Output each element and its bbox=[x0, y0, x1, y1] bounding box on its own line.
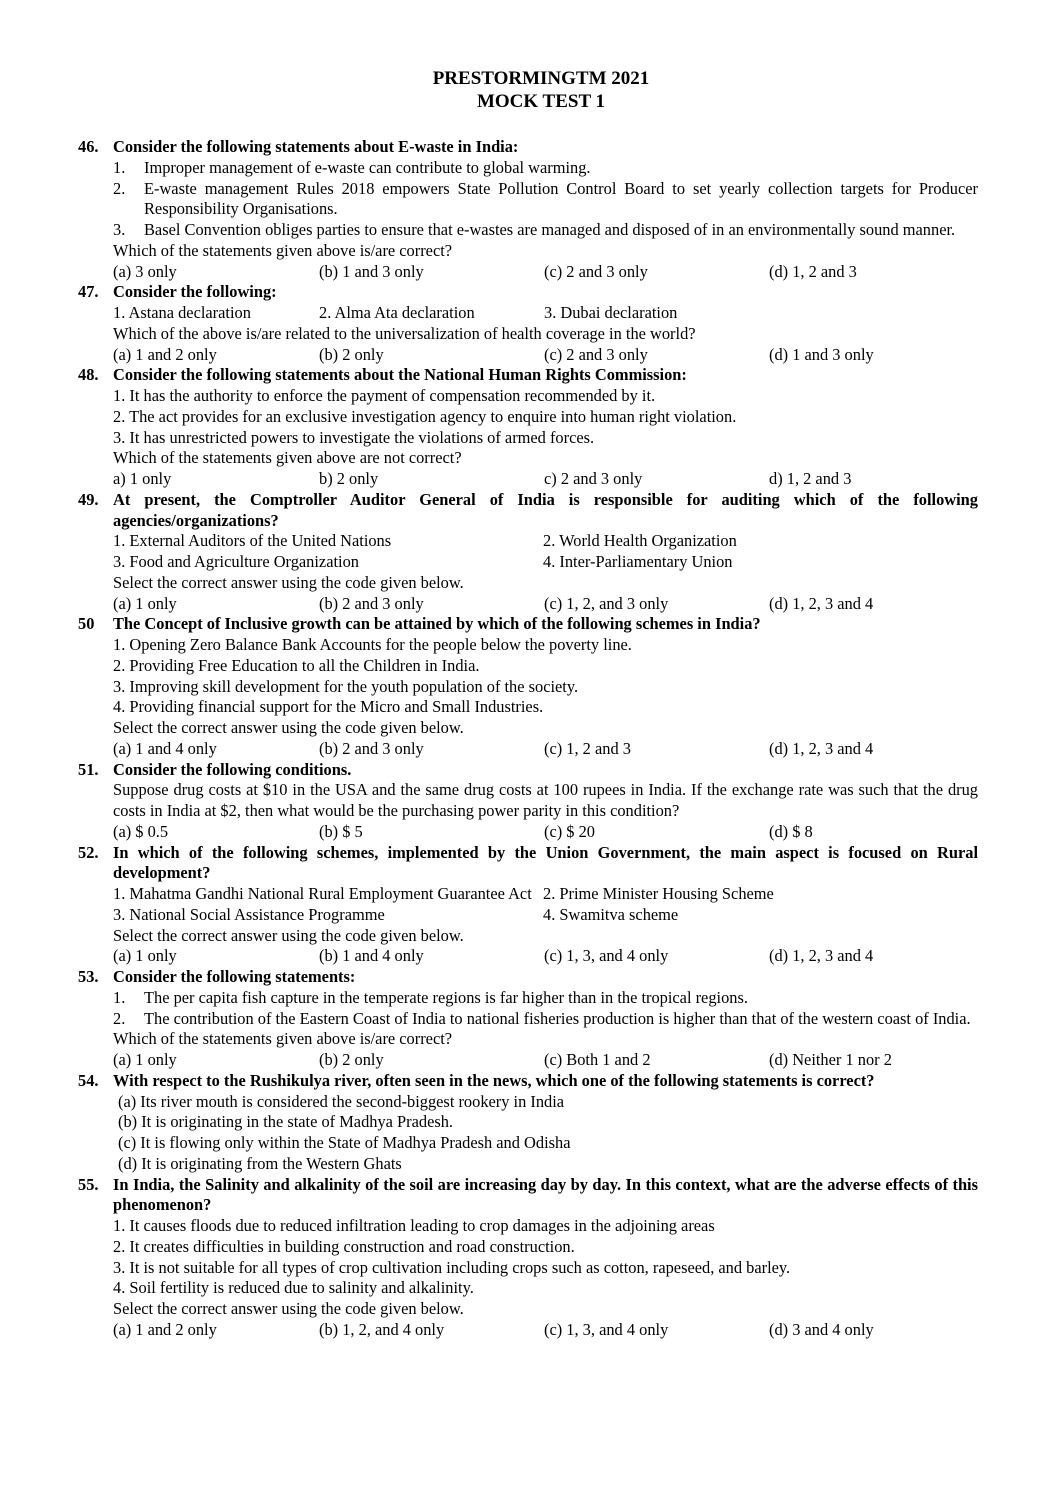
question-stem: Consider the following statements: bbox=[113, 967, 356, 986]
item-text: 4. Swamitva scheme bbox=[543, 904, 679, 924]
question-number: 53. bbox=[78, 967, 99, 986]
item-row bbox=[113, 905, 978, 926]
answer-option: (c) 1, 2, and 3 only bbox=[544, 593, 669, 613]
statement-line: 3. It is not suitable for all types of crop cultivation including crops such as cotton, rapeseed, and barley. bbox=[113, 1257, 791, 1277]
question-paragraph: Suppose drug costs at $10 in the USA and the same drug costs at 100 rupees in India. If the exchange rate was such that the drug costs in India at $2, then what would be the purchasing power parity in this condition? bbox=[113, 780, 978, 820]
answer-option: (c) $ 20 bbox=[544, 821, 595, 841]
title-block bbox=[0, 67, 1058, 113]
question-stem: Consider the following: bbox=[113, 282, 277, 302]
statement bbox=[113, 179, 978, 221]
question-prompt: Select the correct answer using the code given below. bbox=[113, 718, 464, 737]
statement-number: 2. bbox=[113, 178, 126, 198]
question-body bbox=[78, 158, 978, 283]
answer-option: (b) 1, 2, and 4 only bbox=[319, 1319, 445, 1339]
item-row bbox=[113, 303, 978, 324]
statement-text: E-waste management Rules 2018 empowers State Pollution Control Board to set yearly collection targets for Producer Responsibility Organisations. bbox=[144, 178, 978, 219]
question-body bbox=[78, 780, 978, 842]
question-body bbox=[78, 303, 978, 365]
answer-choice: (a) Its river mouth is considered the second-biggest rookery in India bbox=[118, 1091, 565, 1111]
question-header bbox=[78, 1175, 978, 1217]
question-item bbox=[78, 614, 978, 759]
item-text: 1. Mahatma Gandhi National Rural Employment Guarantee Act bbox=[113, 884, 532, 903]
question-number: 50 bbox=[78, 614, 95, 634]
answer-option: (c) Both 1 and 2 bbox=[544, 1050, 651, 1069]
answer-option: (d) 1, 2, 3 and 4 bbox=[769, 593, 874, 613]
statement-line: 1. It has the authority to enforce the payment of compensation recommended by it. bbox=[113, 386, 656, 405]
answer-options bbox=[113, 262, 978, 283]
answer-option: (b) 2 only bbox=[319, 1050, 384, 1069]
question-header bbox=[78, 137, 978, 158]
question-header bbox=[78, 967, 978, 988]
answer-options bbox=[113, 739, 978, 760]
question-prompt: Select the correct answer using the code given below. bbox=[113, 925, 464, 945]
answer-options bbox=[113, 946, 978, 967]
answer-options bbox=[113, 1050, 978, 1071]
question-item bbox=[78, 137, 978, 282]
item-row bbox=[113, 884, 978, 905]
question-stem: At present, the Comptroller Auditor General of India is responsible for auditing which of the following agencies/organizations? bbox=[113, 489, 978, 530]
question-list bbox=[78, 137, 978, 1341]
question-prompt: Which of the above is/are related to the universalization of health coverage in the world? bbox=[113, 323, 696, 343]
question-item bbox=[78, 1175, 978, 1341]
question-number: 51. bbox=[78, 759, 99, 779]
question-item bbox=[78, 490, 978, 615]
item-text: 2. Alma Ata declaration bbox=[319, 303, 475, 322]
answer-option: (a) 1 only bbox=[113, 593, 177, 613]
question-header bbox=[78, 760, 978, 781]
answer-option: (b) 1 and 3 only bbox=[319, 261, 424, 281]
question-body bbox=[78, 386, 978, 490]
item-text: 3. National Social Assistance Programme bbox=[113, 904, 385, 924]
answer-option: b) 2 only bbox=[319, 469, 379, 488]
question-header bbox=[78, 614, 978, 635]
statement-line: 4. Providing financial support for the Micro and Small Industries. bbox=[113, 697, 544, 717]
answer-options bbox=[113, 594, 978, 615]
question-header bbox=[78, 365, 978, 386]
question-body bbox=[78, 1216, 978, 1341]
item-text: 3. Dubai declaration bbox=[544, 303, 678, 322]
question-prompt: Which of the statements given above is/are correct? bbox=[113, 240, 453, 260]
item-text: 2. World Health Organization bbox=[543, 531, 737, 551]
question-number: 49. bbox=[78, 489, 99, 509]
question-stem: The Concept of Inclusive growth can be attained by which of the following schemes in India? bbox=[113, 614, 761, 634]
statement bbox=[113, 220, 978, 241]
question-header bbox=[78, 843, 978, 885]
answer-option: (d) 3 and 4 only bbox=[769, 1319, 874, 1339]
document-title: PRESTORMINGTM 2021 bbox=[432, 68, 650, 89]
item-text: 2. Prime Minister Housing Scheme bbox=[543, 884, 774, 903]
answer-option: (d) 1, 2, 3 and 4 bbox=[769, 738, 874, 758]
question-body bbox=[78, 988, 978, 1071]
answer-option: (b) $ 5 bbox=[319, 821, 363, 841]
answer-option: (d) $ 8 bbox=[769, 821, 813, 841]
answer-options bbox=[113, 822, 978, 843]
statement-number: 3. bbox=[113, 220, 126, 239]
answer-option: (a) 1 and 2 only bbox=[113, 344, 217, 364]
answer-choice: (c) It is flowing only within the State of Madhya Pradesh and Odisha bbox=[118, 1133, 571, 1152]
answer-options bbox=[113, 345, 978, 366]
answer-option: (a) 1 and 4 only bbox=[113, 738, 217, 758]
statement-text: Basel Convention obliges parties to ensure that e-wastes are managed and disposed of in an environmentally sound manner. bbox=[144, 220, 956, 239]
statement-line: 4. Soil fertility is reduced due to salinity and alkalinity. bbox=[113, 1278, 474, 1298]
answer-option: (c) 1, 3, and 4 only bbox=[544, 946, 669, 966]
answer-option: (a) 1 only bbox=[113, 946, 177, 966]
answer-options bbox=[113, 469, 978, 490]
item-text: 4. Inter-Parliamentary Union bbox=[543, 552, 733, 571]
question-prompt: Which of the statements given above is/are correct? bbox=[113, 1029, 453, 1049]
question-item bbox=[78, 282, 978, 365]
answer-option: (c) 1, 2 and 3 bbox=[544, 738, 631, 758]
question-body bbox=[78, 635, 978, 760]
document-subtitle: MOCK TEST 1 bbox=[476, 91, 606, 112]
statement-line: 1. It causes floods due to reduced infiltration leading to crop damages in the adjoining areas bbox=[113, 1216, 715, 1235]
question-number: 46. bbox=[78, 137, 99, 156]
statement bbox=[113, 1009, 978, 1030]
answer-option: (a) 1 and 2 only bbox=[113, 1319, 217, 1339]
answer-option: (a) 1 only bbox=[113, 1050, 177, 1069]
question-item bbox=[78, 1071, 978, 1175]
answer-choice: (d) It is originating from the Western Ghats bbox=[118, 1153, 402, 1173]
question-stem: In which of the following schemes, implemented by the Union Government, the main aspect is focused on Rural development? bbox=[113, 842, 978, 883]
question-prompt: Select the correct answer using the code given below. bbox=[113, 572, 464, 592]
answer-option: (b) 2 and 3 only bbox=[319, 593, 424, 613]
answer-option: (c) 1, 3, and 4 only bbox=[544, 1319, 669, 1339]
statement-line: 2. It creates difficulties in building construction and road construction. bbox=[113, 1236, 575, 1256]
question-header bbox=[78, 490, 978, 532]
statement-number: 1. bbox=[113, 987, 126, 1007]
answer-option: (d) 1, 2 and 3 bbox=[769, 261, 857, 281]
question-number: 55. bbox=[78, 1174, 99, 1194]
question-number: 48. bbox=[78, 365, 99, 385]
question-prompt: Which of the statements given above are not correct? bbox=[113, 448, 462, 468]
statement-line: 2. Providing Free Education to all the Children in India. bbox=[113, 655, 480, 675]
statement-line: 3. Improving skill development for the youth population of the society. bbox=[113, 676, 579, 696]
question-body bbox=[78, 884, 978, 967]
statement-text: Improper management of e-waste can contribute to global warming. bbox=[144, 157, 591, 177]
answer-option: (a) $ 0.5 bbox=[113, 821, 169, 841]
question-stem: Consider the following statements about E-waste in India: bbox=[113, 137, 519, 156]
question-item bbox=[78, 843, 978, 968]
answer-option: (a) 3 only bbox=[113, 261, 177, 281]
statement-line: 2. The act provides for an exclusive investigation agency to enquire into human right violation. bbox=[113, 406, 737, 426]
answer-option: (d) 1, 2, 3 and 4 bbox=[769, 946, 874, 966]
answer-option: c) 2 and 3 only bbox=[544, 469, 643, 488]
statement bbox=[113, 988, 978, 1009]
question-item bbox=[78, 365, 978, 490]
answer-option: (d) 1 and 3 only bbox=[769, 344, 874, 364]
question-stem: Consider the following statements about the National Human Rights Commission: bbox=[113, 365, 687, 385]
question-number: 54. bbox=[78, 1070, 99, 1090]
question-prompt: Select the correct answer using the code given below. bbox=[113, 1299, 464, 1318]
question-number: 47. bbox=[78, 282, 99, 302]
statement-number: 2. bbox=[113, 1008, 126, 1028]
question-body bbox=[78, 1092, 978, 1175]
answer-choice: (b) It is originating in the state of Madhya Pradesh. bbox=[118, 1112, 454, 1132]
question-header bbox=[78, 1071, 978, 1092]
item-text: 1. External Auditors of the United Nations bbox=[113, 531, 392, 551]
question-stem: Consider the following conditions. bbox=[113, 759, 352, 779]
item-row bbox=[113, 552, 978, 573]
answer-option: (b) 2 and 3 only bbox=[319, 738, 424, 758]
statement bbox=[113, 158, 978, 179]
item-row bbox=[113, 531, 978, 552]
answer-option: (b) 1 and 4 only bbox=[319, 946, 424, 966]
item-text: 1. Astana declaration bbox=[113, 303, 251, 322]
question-header bbox=[78, 282, 978, 303]
statement-text: The per capita fish capture in the temperate regions is far higher than in the tropical regions. bbox=[144, 987, 748, 1007]
question-body bbox=[78, 531, 978, 614]
question-item bbox=[78, 760, 978, 843]
question-stem: In India, the Salinity and alkalinity of the soil are increasing day by day. In this context, what are the adverse effects of this phenomenon? bbox=[113, 1174, 978, 1215]
item-text: 3. Food and Agriculture Organization bbox=[113, 552, 359, 571]
question-number: 52. bbox=[78, 842, 99, 862]
statement-line: 3. It has unrestricted powers to investigate the violations of armed forces. bbox=[113, 427, 595, 447]
question-stem: With respect to the Rushikulya river, often seen in the news, which one of the following statements is correct? bbox=[113, 1070, 875, 1090]
answer-option: a) 1 only bbox=[113, 469, 172, 488]
answer-option: (d) Neither 1 nor 2 bbox=[769, 1050, 892, 1069]
answer-option: (b) 2 only bbox=[319, 344, 384, 364]
question-item bbox=[78, 967, 978, 1071]
answer-option: (c) 2 and 3 only bbox=[544, 261, 648, 281]
answer-options bbox=[113, 1320, 978, 1341]
answer-option: (c) 2 and 3 only bbox=[544, 344, 648, 364]
statement-number: 1. bbox=[113, 157, 126, 177]
answer-option: d) 1, 2 and 3 bbox=[769, 469, 852, 488]
statement-line: 1. Opening Zero Balance Bank Accounts for the people below the poverty line. bbox=[113, 635, 632, 654]
statement-text: The contribution of the Eastern Coast of India to national fisheries production is higher than that of the western coast of India. bbox=[144, 1008, 971, 1028]
